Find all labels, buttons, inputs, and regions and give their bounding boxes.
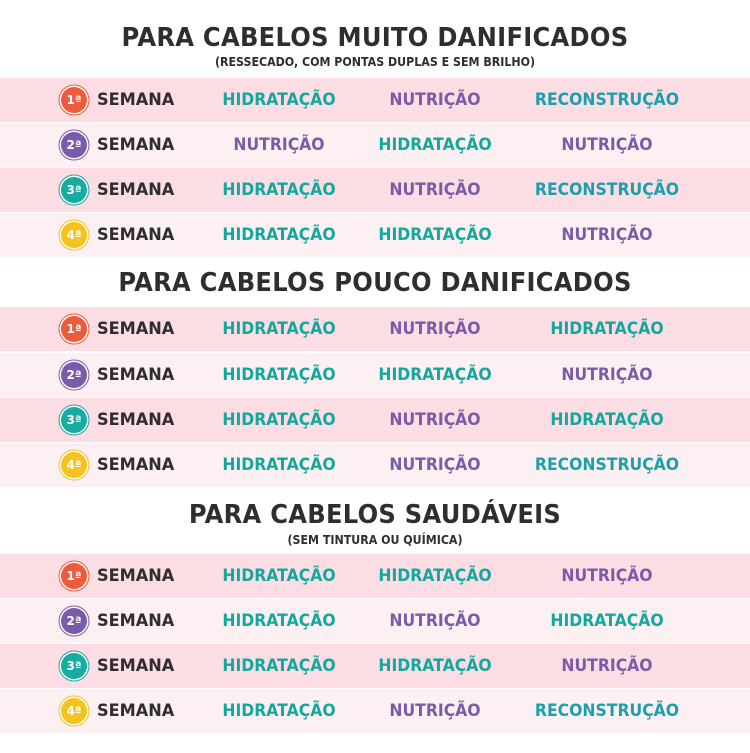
week-number: 1ª (66, 322, 82, 336)
week-row (0, 443, 750, 487)
week-number: 3ª (66, 183, 82, 197)
week-label: SEMANA (97, 365, 175, 385)
treatment-cell: NUTRIÇÃO (561, 225, 653, 245)
week-number: 3ª (66, 659, 82, 673)
week-label: SEMANA (97, 701, 175, 721)
treatment-cell: HIDRATAÇÃO (222, 566, 336, 586)
treatment-cell: RECONSTRUÇÃO (534, 701, 680, 721)
treatment-cell: NUTRIÇÃO (561, 365, 653, 385)
week-badge (61, 316, 87, 342)
treatment-cell: NUTRIÇÃO (233, 135, 325, 155)
week-badge (61, 132, 87, 158)
section-title: PARA CABELOS SAUDÁVEIS (188, 500, 562, 530)
week-badge (61, 698, 87, 724)
treatment-cell: HIDRATAÇÃO (222, 365, 336, 385)
week-badge (61, 87, 87, 113)
week-badge (61, 407, 87, 433)
week-badge (61, 362, 87, 388)
treatment-cell: NUTRIÇÃO (561, 135, 653, 155)
treatment-cell: HIDRATAÇÃO (222, 90, 336, 110)
treatment-cell: NUTRIÇÃO (389, 180, 481, 200)
treatment-cell: NUTRIÇÃO (389, 319, 481, 339)
section-title: PARA CABELOS POUCO DANIFICADOS (118, 268, 632, 298)
week-badge (61, 452, 87, 478)
week-badge (61, 653, 87, 679)
week-label: SEMANA (97, 455, 175, 475)
treatment-cell: HIDRATAÇÃO (222, 455, 336, 475)
section-subtitle: (RESSECADO, COM PONTAS DUPLAS E SEM BRILHO) (214, 55, 536, 69)
week-badge (61, 608, 87, 634)
week-number: 1ª (66, 93, 82, 107)
treatment-cell: HIDRATAÇÃO (222, 656, 336, 676)
section-subtitle: (SEM TINTURA OU QUÍMICA) (287, 533, 463, 547)
treatment-cell: NUTRIÇÃO (561, 566, 653, 586)
week-row (0, 213, 750, 257)
week-label: SEMANA (97, 656, 175, 676)
treatment-cell: HIDRATAÇÃO (222, 319, 336, 339)
week-row (0, 123, 750, 167)
week-number: 3ª (66, 413, 82, 427)
week-number: 2ª (66, 138, 82, 152)
week-row (0, 644, 750, 688)
week-row (0, 307, 750, 351)
treatment-cell: NUTRIÇÃO (389, 455, 481, 475)
treatment-cell: HIDRATAÇÃO (378, 656, 492, 676)
treatment-cell: HIDRATAÇÃO (550, 410, 664, 430)
treatment-cell: RECONSTRUÇÃO (534, 180, 680, 200)
week-label: SEMANA (97, 611, 175, 631)
week-number: 2ª (66, 368, 82, 382)
treatment-cell: RECONSTRUÇÃO (534, 455, 680, 475)
treatment-cell: HIDRATAÇÃO (550, 611, 664, 631)
week-label: SEMANA (97, 225, 175, 245)
week-row (0, 599, 750, 643)
week-number: 4ª (66, 704, 82, 718)
treatment-cell: NUTRIÇÃO (389, 611, 481, 631)
week-label: SEMANA (97, 180, 175, 200)
treatment-cell: HIDRATAÇÃO (222, 611, 336, 631)
week-number: 4ª (66, 228, 82, 242)
treatment-cell: HIDRATAÇÃO (378, 135, 492, 155)
week-label: SEMANA (97, 90, 175, 110)
week-badge (61, 177, 87, 203)
treatment-cell: HIDRATAÇÃO (222, 180, 336, 200)
week-badge (61, 563, 87, 589)
treatment-cell: HIDRATAÇÃO (222, 225, 336, 245)
section-title: PARA CABELOS MUITO DANIFICADOS (121, 23, 629, 53)
treatment-cell: HIDRATAÇÃO (378, 566, 492, 586)
week-row (0, 168, 750, 212)
week-number: 1ª (66, 569, 82, 583)
treatment-cell: HIDRATAÇÃO (550, 319, 664, 339)
week-label: SEMANA (97, 319, 175, 339)
treatment-cell: HIDRATAÇÃO (378, 365, 492, 385)
treatment-cell: HIDRATAÇÃO (222, 701, 336, 721)
treatment-cell: HIDRATAÇÃO (222, 410, 336, 430)
week-label: SEMANA (97, 410, 175, 430)
week-label: SEMANA (97, 135, 175, 155)
week-row (0, 554, 750, 598)
week-row (0, 689, 750, 733)
treatment-cell: NUTRIÇÃO (561, 656, 653, 676)
week-number: 2ª (66, 614, 82, 628)
treatment-cell: RECONSTRUÇÃO (534, 90, 680, 110)
week-row (0, 78, 750, 122)
treatment-cell: NUTRIÇÃO (389, 90, 481, 110)
treatment-cell: NUTRIÇÃO (389, 410, 481, 430)
week-label: SEMANA (97, 566, 175, 586)
week-row (0, 353, 750, 397)
week-number: 4ª (66, 458, 82, 472)
week-badge (61, 222, 87, 248)
week-row (0, 398, 750, 442)
treatment-cell: NUTRIÇÃO (389, 701, 481, 721)
treatment-cell: HIDRATAÇÃO (378, 225, 492, 245)
